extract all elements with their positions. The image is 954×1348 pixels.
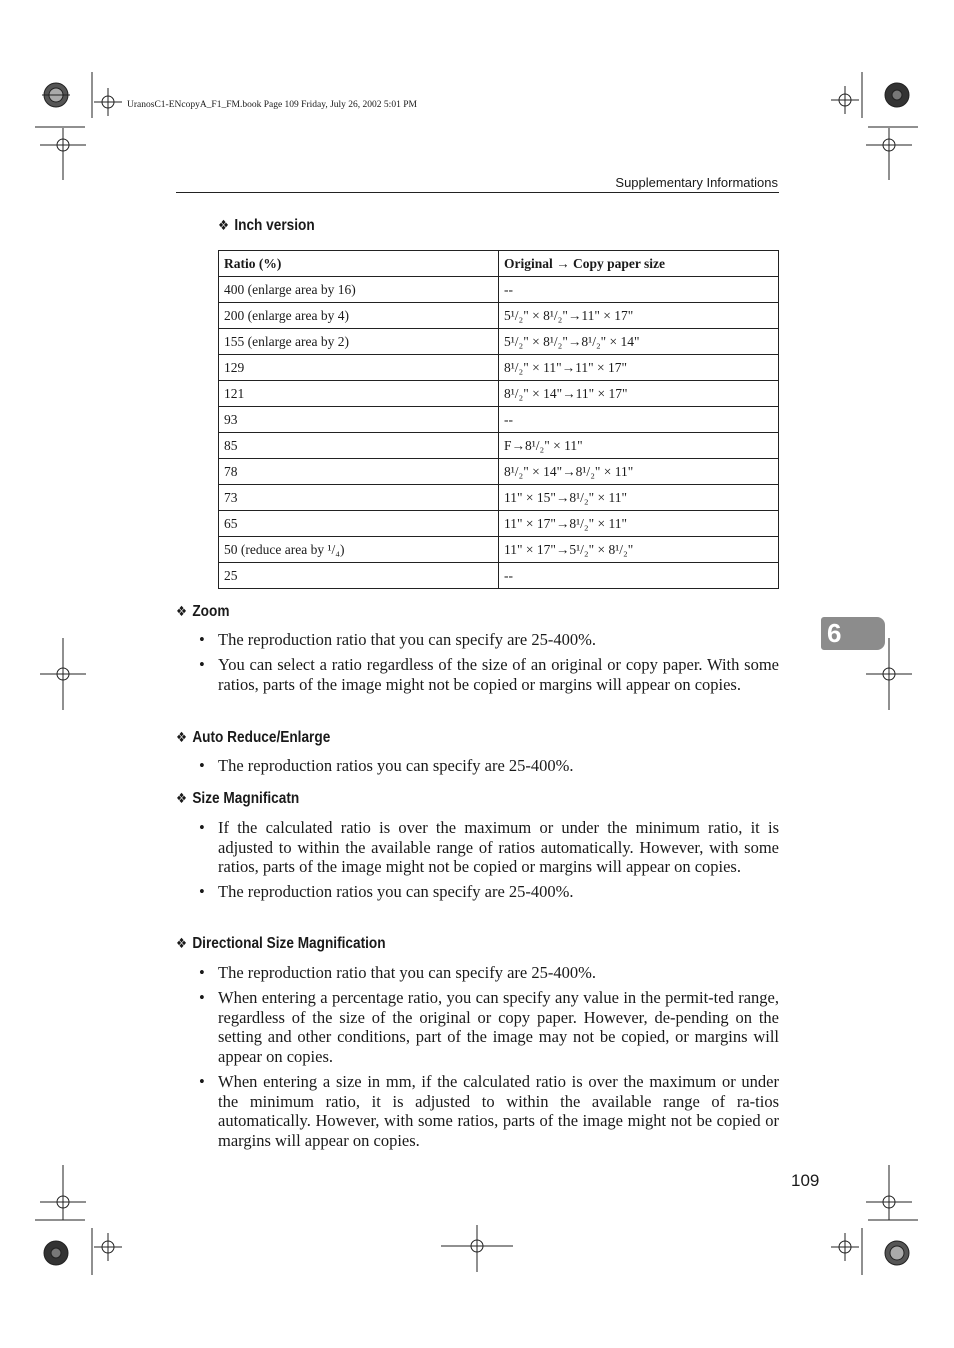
chapter-tab: 6: [821, 617, 885, 650]
list-item: • The reproduction ratios you can specify are 25-400%.: [197, 882, 779, 902]
list-item: • The reproduction ratio that you can specify are 25-400%.: [197, 963, 779, 983]
page-number: 109: [791, 1171, 820, 1190]
table-row: [219, 485, 779, 511]
table-row: [219, 407, 779, 433]
table-row: [219, 277, 779, 303]
ratio-cell: 73: [219, 485, 499, 511]
paper-size-cell: F→8¹/₂" × 11": [499, 433, 779, 459]
ratio-cell: 93: [219, 407, 499, 433]
paper-size-cell: 5¹/₂" × 8¹/₂"→8¹/₂" × 14": [499, 329, 779, 355]
paper-size-cell: --: [499, 277, 779, 303]
section-title-directional-size-magnification: [176, 935, 386, 953]
size-magnification-bullet-list: [197, 818, 779, 907]
section-title-text: Inch version: [234, 217, 315, 234]
table-row: [219, 303, 779, 329]
ratio-cell: 121: [219, 381, 499, 407]
section-title-text: Zoom: [192, 603, 230, 620]
directional-bullet-list: [197, 963, 779, 1156]
auto-reduce-bullet-list: [197, 756, 779, 781]
section-title-inch-version: [218, 217, 315, 235]
paper-size-cell: 5¹/₂" × 8¹/₂"→11" × 17": [499, 303, 779, 329]
header-ratio: Ratio (%): [219, 251, 499, 277]
list-item: • The reproduction ratio that you can specify are 25-400%.: [197, 630, 779, 650]
paper-size-cell: 11" × 15"→8¹/₂" × 11": [499, 485, 779, 511]
table-row: [219, 563, 779, 589]
section-title-text: Directional Size Magnification: [192, 935, 386, 952]
running-head: Supplementary Informations: [615, 175, 778, 190]
table-row: [219, 433, 779, 459]
table-header-row: [219, 251, 779, 277]
file-info-line: UranosC1-ENcopyA_F1_FM.book Page 109 Friday, July 26, 2002 5:01 PM: [127, 100, 417, 110]
section-title-text: Size Magnificatn: [192, 790, 300, 807]
table-row: [219, 355, 779, 381]
ratio-cell: 155 (enlarge area by 2): [219, 329, 499, 355]
list-item: • When entering a percentage ratio, you can specify any value in the permit-ted range, regardless of the size of the original or copy paper. However, de-pending on the setting and other conditions, part of the image may not be copied, or margins will appear on copies.: [197, 988, 779, 1066]
ratio-cell: 50 (reduce area by ¹/₄): [219, 537, 499, 563]
paper-size-cell: --: [499, 563, 779, 589]
ratio-cell: 65: [219, 511, 499, 537]
paper-size-cell: --: [499, 407, 779, 433]
ratio-cell: 25: [219, 563, 499, 589]
ratio-cell: 78: [219, 459, 499, 485]
table-row: [219, 381, 779, 407]
ratio-cell: 129: [219, 355, 499, 381]
list-item: • The reproduction ratios you can specify are 25-400%.: [197, 756, 779, 776]
diamond-bullet-icon: ❖: [176, 936, 188, 952]
list-item: • When entering a size in mm, if the calculated ratio is over the maximum or under the minimum ratio, it is adjusted to within the available range of ra-tios automatically. However, with some ratios, parts of the image might not be copied or margins will appear on copies.: [197, 1072, 779, 1150]
section-title-auto-reduce-enlarge: [176, 729, 330, 747]
table-row: [219, 537, 779, 563]
table-row: [219, 329, 779, 355]
diamond-bullet-icon: ❖: [218, 218, 230, 234]
paper-size-cell: 8¹/₂" × 11"→11" × 17": [499, 355, 779, 381]
diamond-bullet-icon: ❖: [176, 791, 188, 807]
list-item: • You can select a ratio regardless of the size of an original or copy paper. With some ratios, parts of the image might not be copied or margins will appear on copies.: [197, 655, 779, 694]
paper-size-cell: 8¹/₂" × 14"→11" × 17": [499, 381, 779, 407]
table-row: [219, 511, 779, 537]
ratio-table: [218, 250, 779, 589]
header-paper-size: Original → Copy paper size: [499, 251, 779, 277]
diamond-bullet-icon: ❖: [176, 730, 188, 746]
section-title-size-magnification: [176, 790, 299, 808]
section-title-zoom: [176, 603, 229, 621]
ratio-cell: 200 (enlarge area by 4): [219, 303, 499, 329]
ratio-cell: 85: [219, 433, 499, 459]
zoom-bullet-list: [197, 630, 779, 700]
table-row: [219, 459, 779, 485]
header-rule: [176, 192, 779, 193]
section-title-text: Auto Reduce/Enlarge: [192, 729, 331, 746]
paper-size-cell: 11" × 17"→5¹/₂" × 8¹/₂": [499, 537, 779, 563]
paper-size-cell: 11" × 17"→8¹/₂" × 11": [499, 511, 779, 537]
ratio-cell: 400 (enlarge area by 16): [219, 277, 499, 303]
diamond-bullet-icon: ❖: [176, 604, 188, 620]
list-item: • If the calculated ratio is over the maximum or under the minimum ratio, it is adjusted to within the available range of ratios automatically. However, with some ratios, parts of the image might not be copied or margins will appear on copies.: [197, 818, 779, 877]
paper-size-cell: 8¹/₂" × 14"→8¹/₂" × 11": [499, 459, 779, 485]
